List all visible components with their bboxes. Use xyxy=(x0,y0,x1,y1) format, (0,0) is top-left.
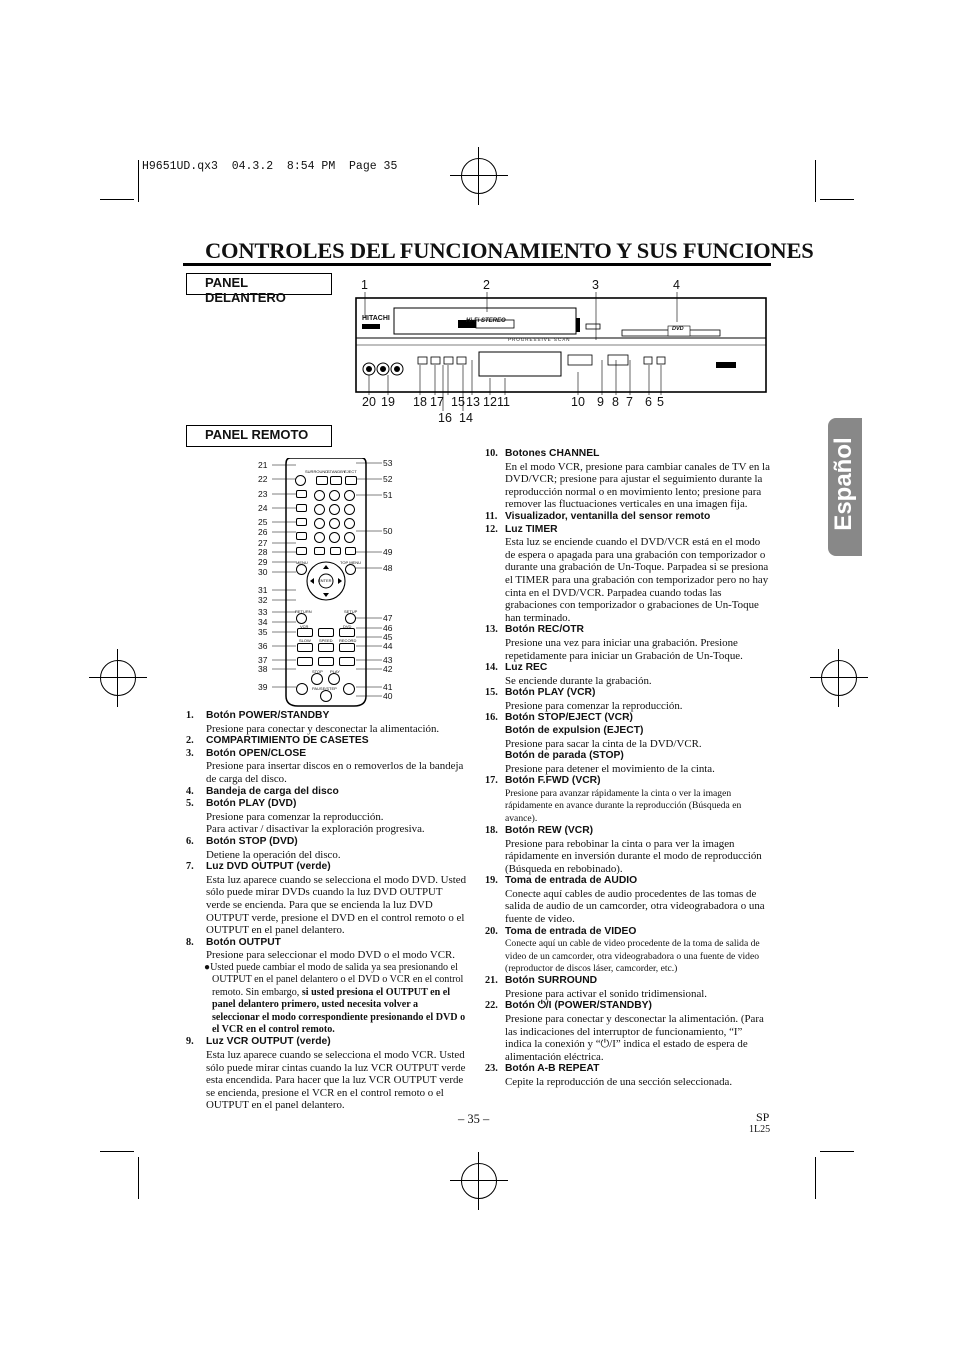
item-number: 9. xyxy=(186,1036,194,1048)
remote-callout: 21 xyxy=(258,460,268,470)
item-title: Botón OPEN/CLOSE xyxy=(206,747,307,759)
note-bold: si usted presiona el OUTPUT en el panel delantero primero, usted necesita volver a seleccionar el modo correspondiente presionando el DVD o el VCR en el control remoto. xyxy=(212,986,466,1035)
item-title: Botón REC/OTR xyxy=(505,624,584,636)
item-subheading: Botón de expulsion (EJECT) xyxy=(505,725,644,737)
surround-label: SURROUND xyxy=(305,469,329,474)
bullet-icon: ● xyxy=(204,961,211,973)
page-title: CONTROLES DEL FUNCIONAMIENTO Y SUS FUNCIONES xyxy=(205,238,814,263)
remote-callout: 42 xyxy=(383,664,393,674)
remote-callout: 31 xyxy=(258,585,268,595)
brand-label: HITACHI xyxy=(362,315,390,322)
document-code: 1L25 xyxy=(749,1124,771,1135)
item-number: 19. xyxy=(485,875,498,887)
eject-label: EJECT xyxy=(344,469,357,474)
remote-callout: 53 xyxy=(383,458,393,468)
item-body: Presione una vez para iniciar una grabación. Presione repetidamente para iniciar un Grabación de Un-Toque. xyxy=(505,636,743,662)
item-number: 18. xyxy=(485,824,498,836)
language-code: SP xyxy=(756,1110,770,1124)
item-number: 4. xyxy=(186,785,194,797)
item-title: Botón SURROUND xyxy=(505,975,598,987)
item-body: Presione para avanzar rápidamente la cinta o ver la imagen rápidamente en avance durante la reproducción (Búsqueda en avance). xyxy=(505,788,742,824)
item-title: Botón OUTPUT xyxy=(206,936,281,948)
section-front-panel: PANEL DELANTERO xyxy=(186,273,332,295)
front-callout: 8 xyxy=(612,395,619,409)
remote-callout: 30 xyxy=(258,567,268,577)
item-number: 12. xyxy=(485,523,498,535)
item-title: Luz TIMER xyxy=(505,523,558,535)
item-number: 8. xyxy=(186,936,194,948)
item-body: En el modo VCR, presione para cambiar canales de TV en la DVD/VCR; presione para ajustar el seguimiento durante la reproducción normal o en movimiento lento; presione para remover las fluctuaciones verticales en una imagen fija. xyxy=(505,460,770,511)
front-callout: 3 xyxy=(592,278,599,292)
remote-callout: 36 xyxy=(258,641,268,651)
item-number: 1. xyxy=(186,710,194,721)
item-subheading: Botón de parada (STOP) xyxy=(505,750,624,762)
page-number: – 35 – xyxy=(458,1112,490,1126)
remote-callout: 26 xyxy=(258,527,268,537)
item-number: 2. xyxy=(186,735,194,747)
item-number: 10. xyxy=(485,448,498,459)
file-info: H9651UD.qx3 04.3.2 8:54 PM Page 35 xyxy=(142,160,398,173)
remote-callout: 46 xyxy=(383,623,393,633)
item-body: Presione para comenzar la reproducción. xyxy=(505,699,683,712)
remote-callout: 49 xyxy=(383,547,393,557)
item-number: 17. xyxy=(485,775,498,787)
remote-callout: 34 xyxy=(258,617,268,627)
front-callout: 4 xyxy=(673,278,680,292)
item-body: Presione para comenzar la reproducción. xyxy=(206,810,384,823)
item-title: Botón PLAY (DVD) xyxy=(206,798,297,810)
front-callout: 5 xyxy=(657,395,664,409)
remote-callout: 52 xyxy=(383,474,393,484)
vcr-label: VCR xyxy=(300,624,309,629)
item-body: Presione para seleccionar el modo DVD o el modo VCR. xyxy=(206,949,456,962)
remote-callout: 48 xyxy=(383,563,393,573)
remote-callout: 39 xyxy=(258,682,268,692)
item-body: Esta luz se enciende cuando el DVD/VCR está en el modo de espera o apagada para una grabación con temporizador o durante una grabación de Un-Toque. Parpadea si se presiona el TIMER para una grabación con temporizador pero no hay cinta en el DVD/VCR. Parpadea cuando todas las grabaciones con temporizador o grabaciones de Un-Toque han terminado. xyxy=(505,536,769,624)
front-callout: 20 xyxy=(362,395,376,409)
item-body: Presione para rebobinar la cinta o para ver la imagen rápidamente en inversión durante el modo de reproducción (Búsqueda en rebobinado). xyxy=(505,837,762,875)
item-number: 20. xyxy=(485,925,498,937)
item-number: 15. xyxy=(485,687,498,699)
remote-callout: 41 xyxy=(383,682,393,692)
remote-callout: 45 xyxy=(383,632,393,642)
front-callout: 10 xyxy=(571,395,585,409)
setup-label: SETUP xyxy=(344,609,358,614)
item-number: 7. xyxy=(186,861,194,873)
item-title: Botón POWER/STANDBY xyxy=(206,710,330,721)
remote-callout: 33 xyxy=(258,607,268,617)
item-body: Conecte aquí cables de audio procedentes de las tomas de salida de audio de un camcorder, otra videograbadora o una fuente de video. xyxy=(505,887,765,926)
remote-callout: 47 xyxy=(383,613,393,623)
front-callout: 13 xyxy=(466,395,480,409)
item-title: Botón REW (VCR) xyxy=(505,824,594,836)
item-title: Luz DVD OUTPUT (verde) xyxy=(206,861,331,873)
item-body: Detiene la operación del disco. xyxy=(206,848,341,861)
front-callout: 2 xyxy=(483,278,490,292)
play-label: PLAY xyxy=(330,669,340,674)
remote-callout: 37 xyxy=(258,655,268,665)
remote-callout: 28 xyxy=(258,547,268,557)
item-title: Toma de entrada de VIDEO xyxy=(505,925,637,937)
dvd-label: DVD xyxy=(343,624,352,629)
enter-label: ENTER xyxy=(318,578,332,583)
item-title: Toma de entrada de AUDIO xyxy=(505,875,638,887)
front-callout: 18 xyxy=(413,395,427,409)
dvd-logo: DVD xyxy=(672,326,684,332)
item-number: 16. xyxy=(485,712,498,724)
remote-callout: 27 xyxy=(258,538,268,548)
front-callout: 14 xyxy=(459,411,473,425)
remote-callout: 22 xyxy=(258,474,268,484)
record-label: RECORD xyxy=(339,638,357,643)
item-title: Botón ⏻/I (POWER/STANDBY) xyxy=(505,1000,652,1012)
item-body: Presione para conectar y desconectar la alimentación. (Para las indicaciones del interruptor de funcionamiento, “I” indica la conexión y “⏻/I” indica el estado de espera de alimentación eléctrica. xyxy=(505,1012,764,1063)
note-normal: Usted puede cambiar el modo de salida ya sea presionando el OUTPUT en el panel delantero o el DVD o VCR en el control remoto. Sin embargo, xyxy=(210,961,464,998)
remote-callout: 35 xyxy=(258,627,268,637)
item-number: 11. xyxy=(485,510,498,522)
item-number: 13. xyxy=(485,624,498,636)
item-number: 5. xyxy=(186,798,194,810)
section-remote: PANEL REMOTO xyxy=(186,425,332,447)
remote-callout: 51 xyxy=(383,490,393,500)
item-title: Botón STOP/EJECT (VCR) xyxy=(505,712,633,724)
remote-callout: 29 xyxy=(258,557,268,567)
front-callout: 9 xyxy=(597,395,604,409)
front-callout: 12 xyxy=(483,395,497,409)
return-label: RETURN xyxy=(295,609,312,614)
remote-callout: 25 xyxy=(258,517,268,527)
item-body: Presione para activar el sonido tridimensional. xyxy=(505,987,708,1000)
item-title: Bandeja de carga del disco xyxy=(206,785,339,797)
front-callout: 7 xyxy=(626,395,633,409)
front-callout: 15 xyxy=(451,395,465,409)
remote-callout: 38 xyxy=(258,664,268,674)
item-body: Cepite la reproducción de una sección seleccionada. xyxy=(505,1075,733,1088)
item-body: Presione para conectar y desconectar la alimentación. xyxy=(206,722,440,735)
item-number: 3. xyxy=(186,747,194,759)
front-callout: 11 xyxy=(497,395,510,409)
item-body: Conecte aquí un cable de video procedente de la toma de salida de video de un camcorder, otra videograbadora o una fuente de video (reproductor de discos láser, camcorder, etc.) xyxy=(505,938,760,974)
remote-callout: 32 xyxy=(258,595,268,605)
item-title: Botón PLAY (VCR) xyxy=(505,687,596,699)
item-number: 6. xyxy=(186,835,194,847)
item-body: Se enciende durante la grabación. xyxy=(505,674,652,687)
remote-callout: 40 xyxy=(383,691,393,701)
item-number: 22. xyxy=(485,1000,498,1012)
item-title: Botón A-B REPEAT xyxy=(505,1063,600,1075)
speed-label: SPEED xyxy=(319,638,333,643)
progressive-label: PROGRESSIVE SCAN xyxy=(508,337,571,342)
item-body: Para activar / disactivar la exploración progresiva. xyxy=(206,823,425,836)
item-number: 23. xyxy=(485,1063,498,1075)
item-body: Presione para insertar discos en o removerlos de la bandeja de carga del disco. xyxy=(206,760,464,785)
front-callout: 1 xyxy=(361,278,368,292)
slow-label: SLOW xyxy=(299,638,311,643)
remote-callout: 24 xyxy=(258,503,268,513)
item-title: Luz REC xyxy=(505,662,548,674)
front-callout: 17 xyxy=(430,395,444,409)
item-number: 21. xyxy=(485,975,498,987)
remote-callout: 43 xyxy=(383,655,393,665)
remote-callout: 23 xyxy=(258,489,268,499)
hifi-label: Hi-Fi STEREO xyxy=(466,318,506,324)
language-tab-label: Español xyxy=(830,437,857,531)
item-title: COMPARTIMIENTO DE CASETES xyxy=(206,735,369,747)
front-callout: 16 xyxy=(438,411,452,425)
stop-label: STOP xyxy=(312,669,323,674)
item-body: Esta luz aparece cuando se selecciona el modo DVD. Usted sólo puede mirar DVDs cuando la luz DVD OUTPUT verde se encienda. Para que se encienda la luz DVD OUTPUT verde, presione el DVD en el control remoto o el OUTPUT en el panel delantero. xyxy=(206,873,467,937)
item-body: Presione para sacar la cinta de la DVD/VCR. xyxy=(505,737,702,750)
item-number: 14. xyxy=(485,662,498,674)
front-callout: 6 xyxy=(645,395,652,409)
top-menu-label: TOP MENU xyxy=(340,560,361,565)
item-title: Botones CHANNEL xyxy=(505,448,600,459)
item-title: Visualizador, ventanilla del sensor remoto xyxy=(505,510,711,522)
item-body: Esta luz aparece cuando se selecciona el modo VCR. Usted sólo puede mirar cintas cuando la luz VCR OUTPUT verde esta encendida. Para hacer que la luz VCR OUTPUT verde se encienda, presione el VCR en el control remoto o el OUTPUT en el panel delantero. xyxy=(206,1048,466,1112)
item-body: Presione para detener el movimiento de la cinta. xyxy=(505,762,715,775)
remote-callout: 44 xyxy=(383,641,393,651)
item-title: Luz VCR OUTPUT (verde) xyxy=(206,1036,331,1048)
pause-label: PAUSE/STEP xyxy=(312,686,337,691)
item-title: Botón STOP (DVD) xyxy=(206,835,298,847)
remote-callout: 50 xyxy=(383,526,393,536)
standby-label: STANDBY xyxy=(327,469,346,474)
item-title: Botón F.FWD (VCR) xyxy=(505,775,601,787)
front-callout: 19 xyxy=(381,395,395,409)
menu-label: MENU xyxy=(296,560,308,565)
